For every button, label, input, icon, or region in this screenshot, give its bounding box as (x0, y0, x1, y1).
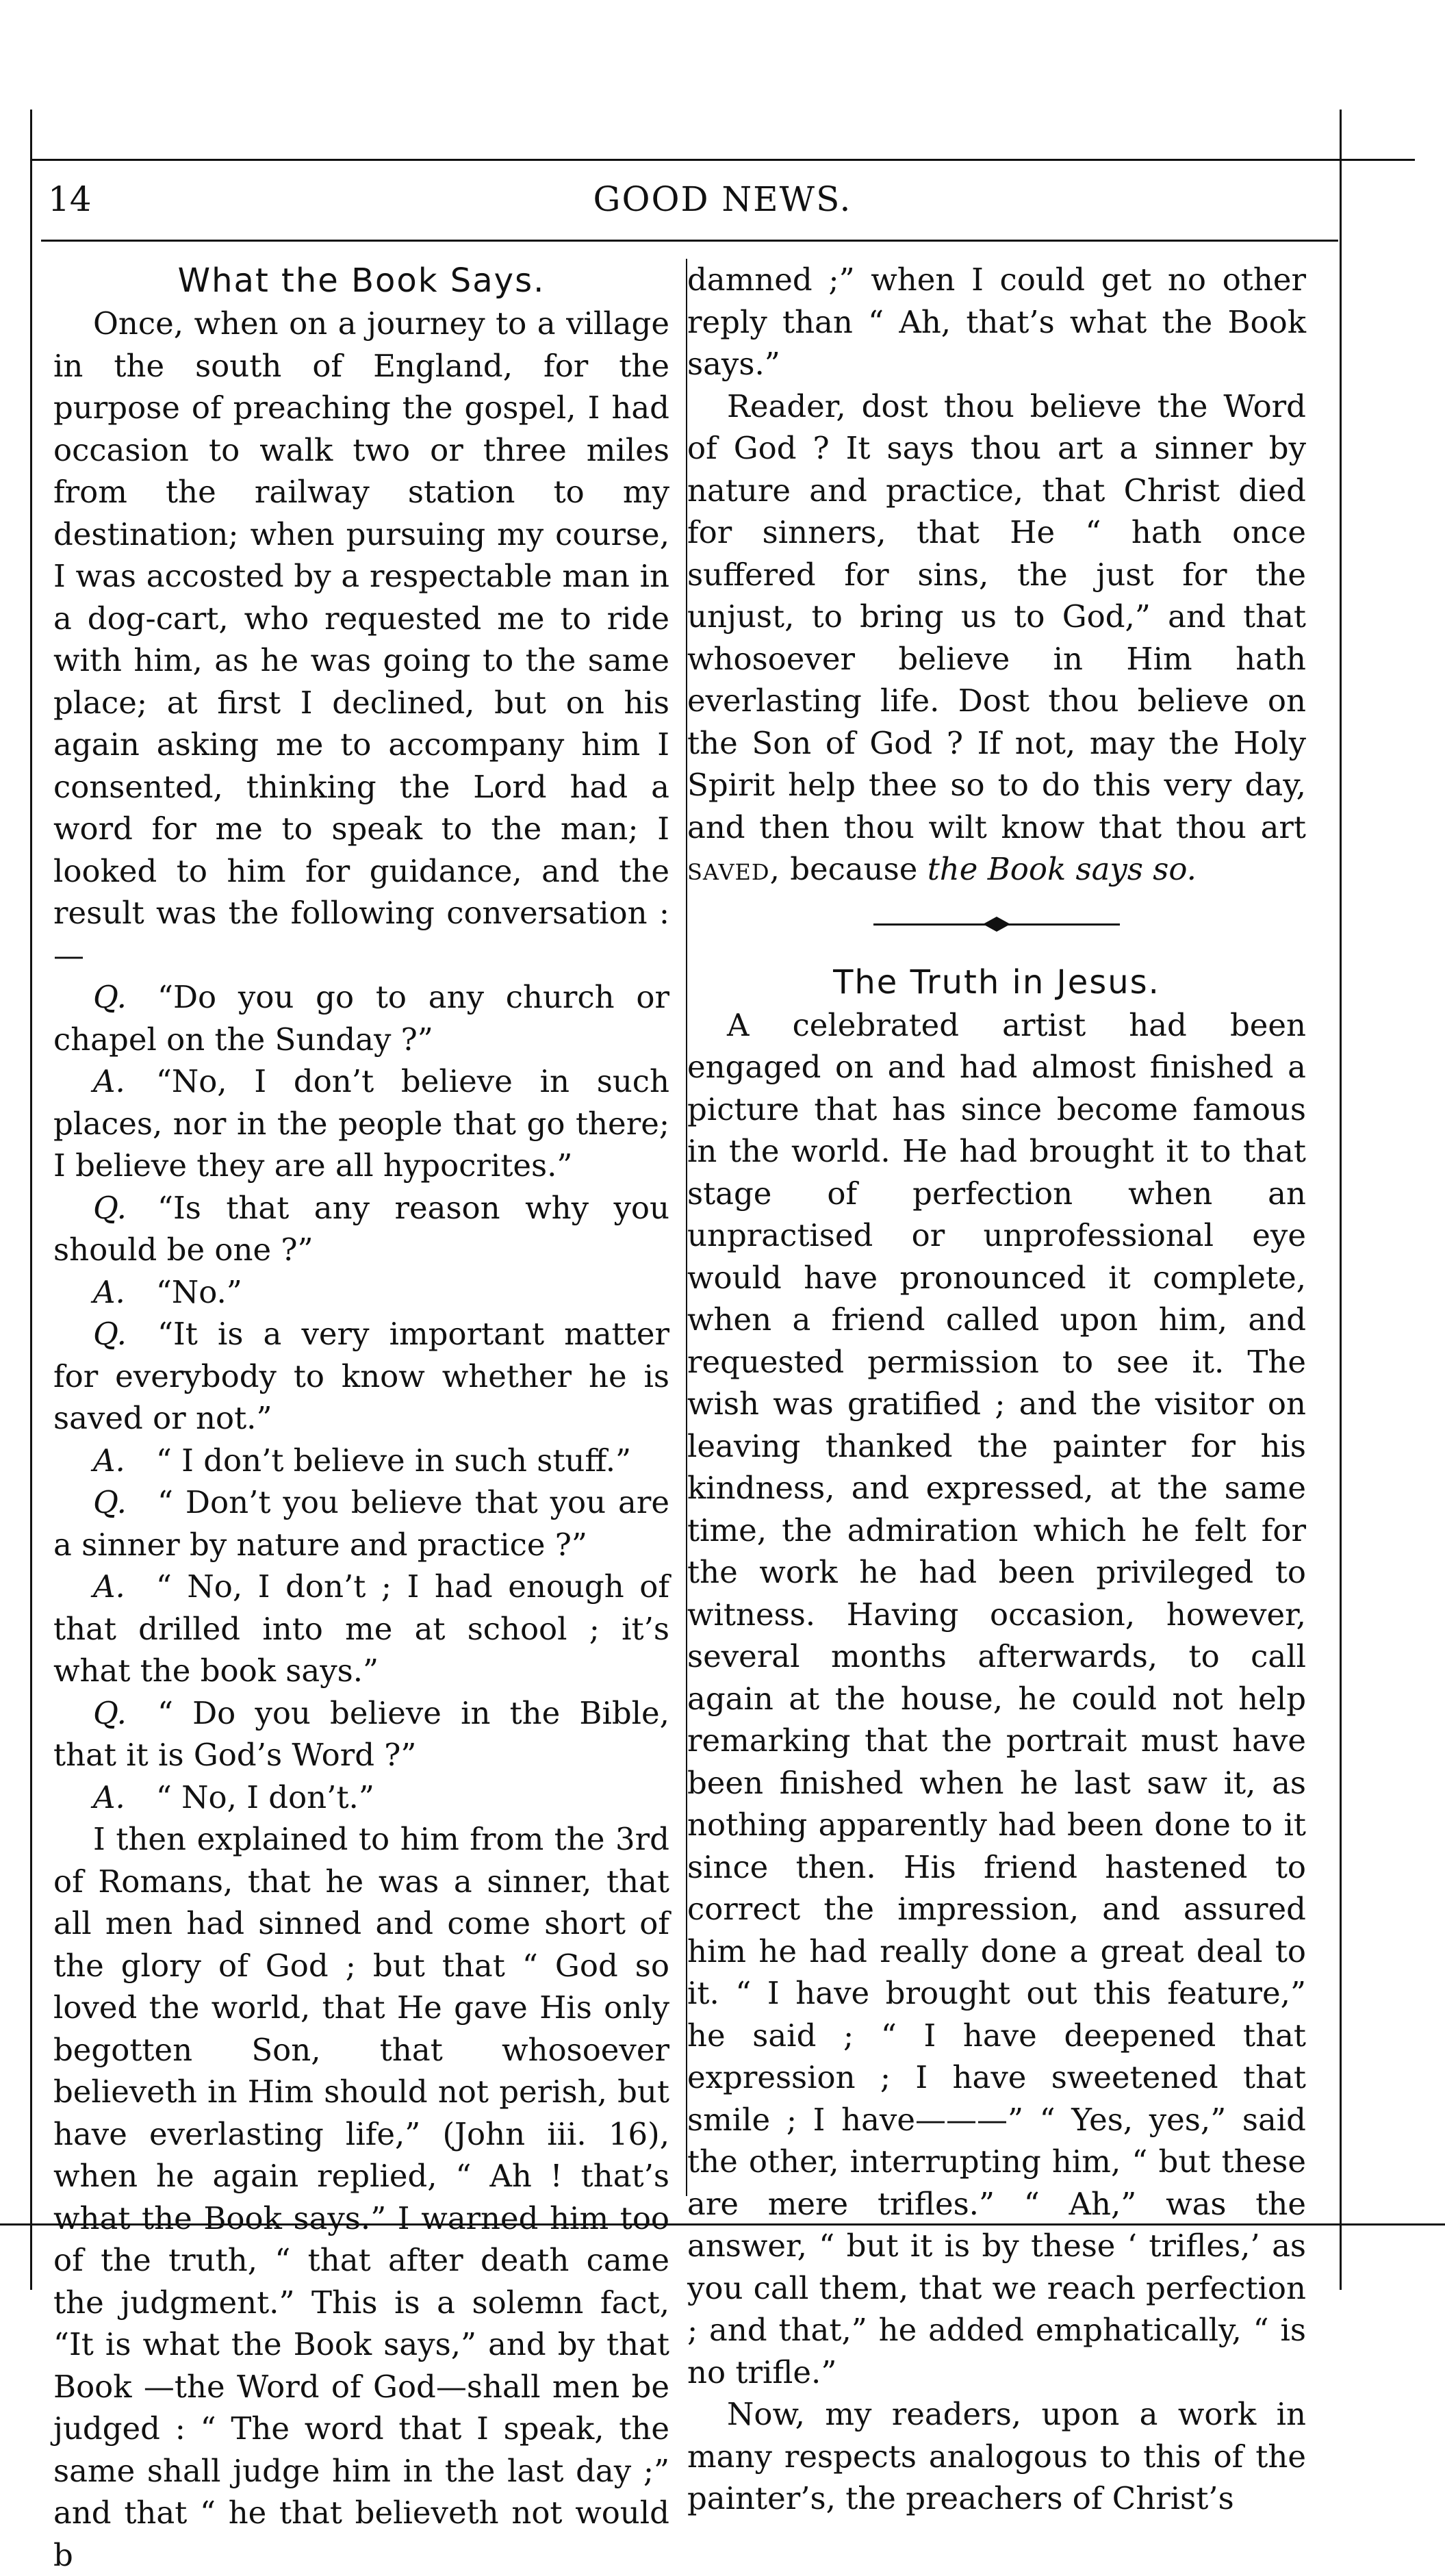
speaker-label: Q. (93, 1694, 127, 1731)
paragraph (53, 1313, 669, 1440)
dialogue-text: “ No, I don’t ; I had enough of that drilled into me at school ; it’s what the book says.” (53, 1568, 669, 1689)
page-title: GOOD NEWS. (593, 179, 852, 219)
header-rule (41, 240, 1338, 242)
speaker-label: A. (93, 1568, 125, 1605)
paragraph-text: Reader, dost thou believe the Word of God ? It says thou art a sinner by nature and practice, that Christ died for sinners, that He “ hath once suffered for sins, the just for the unjust, to bring us to God,” and that whosoever believe in Him hath everlasting life. Dost thou believe on the Son of God ? If not, may the Holy Spirit help thee so to do this very day, and then thou wilt know that thou art (687, 387, 1306, 845)
dialogue-text: “ No, I don’t.” (155, 1778, 374, 1815)
paragraph (53, 1271, 669, 1314)
paragraph (687, 259, 1306, 385)
top-rule (30, 159, 1415, 161)
paragraph: Once, when on a journey to a village in the south of England, for the purpose of preaching the gospel, I had occasion to walk two or three miles from the railway station to my destination; when pursuing my course, I was accosted by a respectable man in a dog-cart, who requested me to ride with him, as he was going to the same place; at first I declined, but on his again asking me to accompany him I consented, thinking the Lord had a word for me to speak to the man; I looked to him for guidance, and the result was the following conversation :— (53, 305, 669, 973)
dialogue-text: “Is that any reason why you should be one ?” (53, 1189, 669, 1268)
paragraph (53, 1440, 669, 1482)
left-article-body (53, 303, 669, 2576)
dialogue-text: “ Don’t you believe that you are a sinner by nature and practice ?” (53, 1484, 669, 1563)
speaker-label: Q. (93, 979, 127, 1015)
right-column (687, 259, 1306, 2520)
paragraph: Now, my readers, upon a work in many respects analogous to this of the painter’s, the preachers of Christ’s (687, 2396, 1306, 2516)
paragraph-text: because (790, 851, 918, 887)
right-vertical-rule (1340, 110, 1342, 2290)
paragraph-text: damned ;” when I could get no other reply than “ Ah, that’s what the Book says.” (687, 262, 1306, 382)
paragraph: I then explained to him from the 3rd of Romans, that he was a sinner, that all men had sinned and come short of the glory of God ; but that “ God so loved the world, that He gave His only begotten Son, that whosoever believeth in Him should not perish, but have everlasting life,” (John iii. 16), when he again replied, “ Ah ! that’s what the Book says.” I warned him too of the truth, “ that after death came the judgment.” This is a solemn fact, “It is what the Book says,” and by that Book —the Word of God—shall men be judged : “ The word that I speak, the same shall judge him in the last day ;” and that “ he that believeth not would b (53, 1821, 669, 2573)
speaker-label: Q. (93, 1484, 127, 1520)
speaker-label: Q. (93, 1316, 127, 1352)
paragraph (53, 1776, 669, 1819)
paragraph (53, 976, 669, 1060)
speaker-label: A. (93, 1063, 125, 1099)
left-vertical-rule (30, 110, 32, 2290)
ornamental-divider (873, 921, 1120, 928)
article-heading-2: The Truth in Jesus. (833, 962, 1160, 1002)
dialogue-text: “No, I don’t believe in such places, nor in the people that go there; I believe they are all hypocrites.” (53, 1063, 669, 1184)
right-article-body (687, 1004, 1306, 2520)
right-article-continuation (687, 259, 1306, 891)
speaker-label: Q. (93, 1189, 127, 1226)
paragraph (687, 385, 1306, 891)
speaker-label: A. (93, 1442, 125, 1479)
speaker-label: A. (93, 1273, 125, 1310)
emphasis-saved: saved, (687, 851, 780, 887)
dialogue-text: “Do you go to any church or chapel on the Sunday ?” (53, 979, 669, 1058)
left-column (53, 259, 669, 2576)
paragraph: A celebrated artist had been engaged on and had almost finished a picture that has since become famous in the world. He had brought it to that stage of perfection when an unpractised or unprofessional eye would have pronounced it complete, when a friend called upon him, and requested permission to see it. The wish was gratified ; and the visitor on leaving thanked the painter for his kindness, and expressed, at the same time, the admiration which he felt for the work he had been privileged to witness. Having occasion, however, several months afterwards, to call again at the house, he could not help remarking that the portrait must have been finished when he last saw it, as nothing apparently had been done to it since then. His friend hastened to correct the impression, and assured him he had really done a great deal to it. “ I have brought out this feature,” he said ; “ I have deepened that expression ; I have sweetened that smile ; I have———” “ Yes, yes,” said the other, interrupting him, “ but these are mere trifles.” “ Ah,” was the answer, “ but it is by these ‘ trifles,’ as you call them, that we reach perfection ; and that,” he added emphatically, “ is no trifle.” (687, 1006, 1306, 2390)
paragraph (53, 1060, 669, 1187)
dialogue-text: “It is a very important matter for everybody to know whether he is saved or not.” (53, 1316, 669, 1436)
paragraph (53, 1692, 669, 1776)
paragraph (53, 1481, 669, 1566)
dialogue-text: “ I don’t believe in such stuff.” (155, 1442, 632, 1479)
speaker-label: A. (93, 1778, 125, 1815)
article-heading: What the Book Says. (177, 262, 546, 300)
italic-text: the Book says so. (927, 851, 1197, 887)
paragraph (53, 1566, 669, 1692)
page-number: 14 (48, 179, 92, 219)
paragraph (53, 1187, 669, 1271)
dialogue-text: “ Do you believe in the Bible, that it is God’s Word ?” (53, 1694, 669, 1773)
dialogue-text: “No.” (155, 1273, 242, 1310)
